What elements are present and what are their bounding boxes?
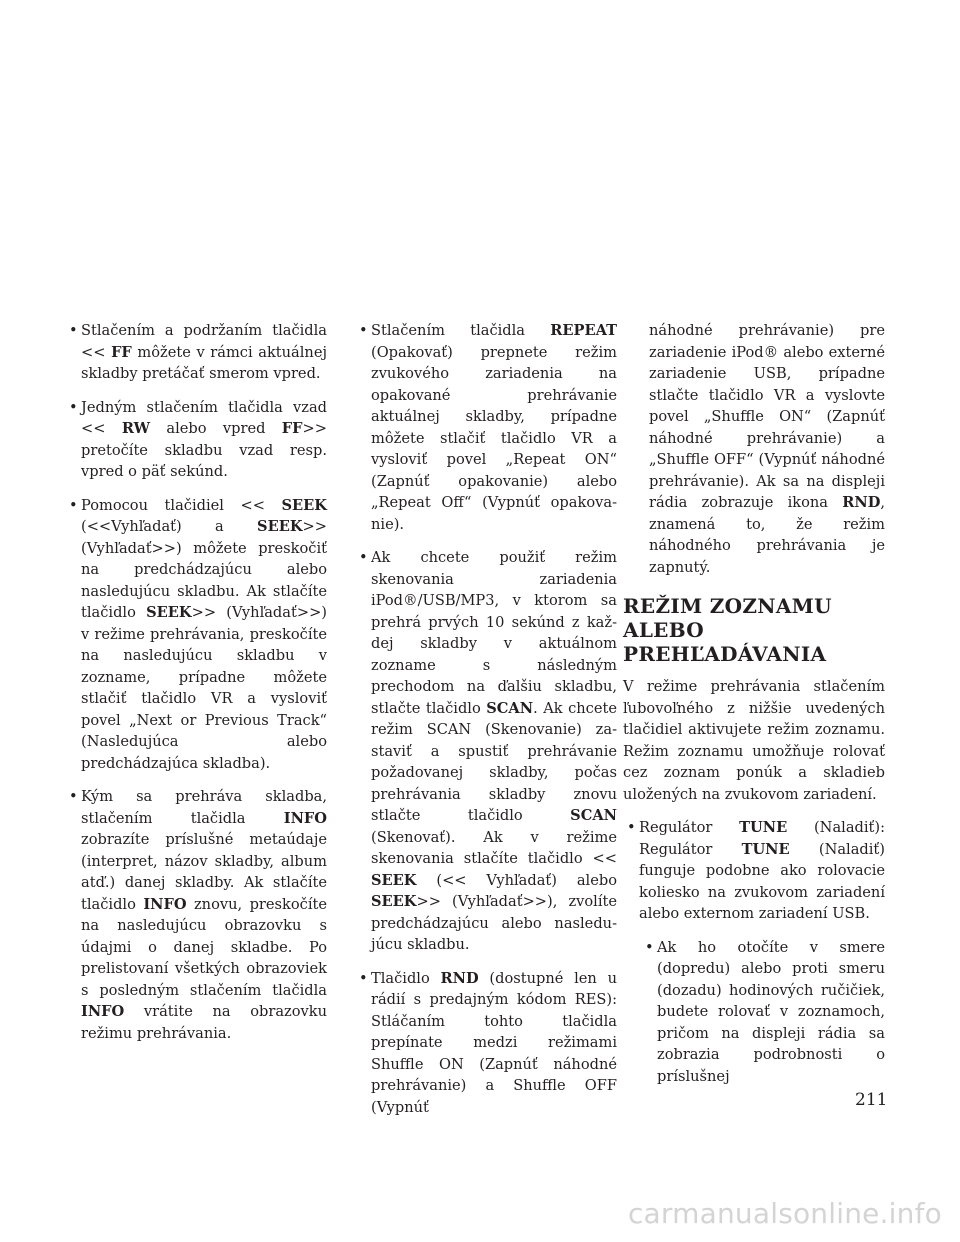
bullet: • [627, 819, 636, 836]
bullet: • [69, 788, 78, 805]
list-item: • Stlačením tlačidla REPEAT (Opakovať) prepnete režim zvukového zariadenia na opakované prehrávanie aktuálnej skladby, prípadne môžete stlačiť tlačidlo VR a vysloviť povel „Repeat ON“ (Zapnúť opakovanie) alebo „Repeat Off“ (Vypnúť opakovanie). [359, 322, 617, 533]
bullet: • [69, 496, 78, 514]
list-item: • Regulátor TUNE (Naladiť): Regulátor TUNE (Naladiť) funguje podobne ako rolovacie koliesko na zvukovom zariadení alebo externom zariadení USB. [627, 819, 885, 922]
bullet: • [645, 938, 654, 956]
list-item: • Tlačidlo RND (dostupné len u rádií s predajným kódom RES): Stláčaním tohto tlačidla prepínate medzi režimami Shuffle ON (Zapnúť náhodné prehrávanie) a Shuffle OFF (Vypnúť [359, 969, 617, 1116]
bullet: • [69, 398, 78, 416]
column-1 [65, 320, 327, 1056]
list-item: • Stlačením a podržaním tlačidla << FF môžete v rámci aktuálnej skladby pretáčať smerom vpred. [69, 322, 327, 382]
watermark: carmanualsonline.info [627, 1197, 942, 1230]
list-item: • Pomocou tlačidiel << SEEK (<<Vyhľadať) a SEEK>> (Vyhľadať>>) môžete preskočiť na predchádzajúcu alebo nasledujúcu skladbu. Ak stlačíte tlačidlo SEEK>> (Vyhľadať>>) v režime prehrávania, preskočíte na nasledujúcu skladbu v zozname, prípadne môžete stlačiť tlačidlo VR a vysloviť povel „Next or Previous Track“ (Nasledujúca alebo predchádzajúca skladba). [69, 496, 327, 772]
bullet: • [69, 322, 78, 339]
column-3 [623, 320, 885, 1099]
page-number: 211 [855, 1090, 888, 1110]
section-heading: REŽIM ZOZNAMU ALEBO PREHĽADÁVANIA [623, 594, 832, 666]
column-2 [355, 320, 617, 1130]
list-item: • Kým sa prehráva skladba, stlačením tlačidla INFO zobrazíte príslušné metaúdaje (interpret, názov skladby, album atď.) danej skladby. Ak stlačíte tlačidlo INFO znovu, preskočíte na nasledujúcu obrazovku s údajmi o danej skladbe. Po prelistovaní všetkých obrazoviek s posledným stlačením tlačidla INFO vrátite na obrazovku režimu prehrávania. [69, 788, 327, 1042]
bullet: • [359, 549, 368, 566]
body-paragraph: V režime prehrávania stlačením ľubovoľného z nižšie uvedených tlačidiel aktivujete režim zoznamu. Režim zoznamu umožňuje rolovať cez zoznam ponúk a skladieb uložených na zvukovom zariadení. [623, 678, 885, 803]
continued-list-item: náhodné prehrávanie) pre zariadenie iPod® alebo externé zariadenie USB, prípadne stlačte tlačidlo VR a vyslovte povel „Shuffle ON“ (Zapnúť náhodné prehrávanie) a „Shuffle OFF“ (Vypnúť náhodné prehrávanie). Ak sa na displeji rádia zobrazuje ikona RND, znamená to, že režim náhodného prehrávania je zapnutý. [649, 322, 885, 576]
bullet: • [359, 969, 368, 987]
list-item: • Jedným stlačením tlačidla vzad << RW alebo vpred FF>> pretočíte skladbu vzad resp. vpred o päť sekúnd. [69, 398, 327, 480]
sub-list-item: • Ak ho otočíte v smere (dopredu) alebo proti smeru (dozadu) hodinových ručičiek, budete rolovať v zoznamoch, pričom na displeji rádia sa zobrazia podrobnosti o príslušnej [645, 938, 885, 1085]
list-item: • Ak chcete použiť režim skenovania zariadenia iPod®/USB/MP3, v ktorom sa prehrá prvých 10 sekúnd z každej skladby v aktuálnom zozname s následným prechodom na ďalšiu skladbu, stlačte tlačidlo SCAN. Ak chcete režim SCAN (Skenovanie) zastaviť a spustiť prehrávanie požadovanej skladby, počas prehrávania skladby znovu stlačte tlačidlo SCAN (Skenovať). Ak v režime skenovania stlačíte tlačidlo << SEEK (<< Vyhľadať) alebo SEEK>> (Vyhľadať>>), zvolíte predchádzajúcu alebo nasledujúcu skladbu. [359, 549, 617, 953]
bullet: • [359, 322, 368, 339]
